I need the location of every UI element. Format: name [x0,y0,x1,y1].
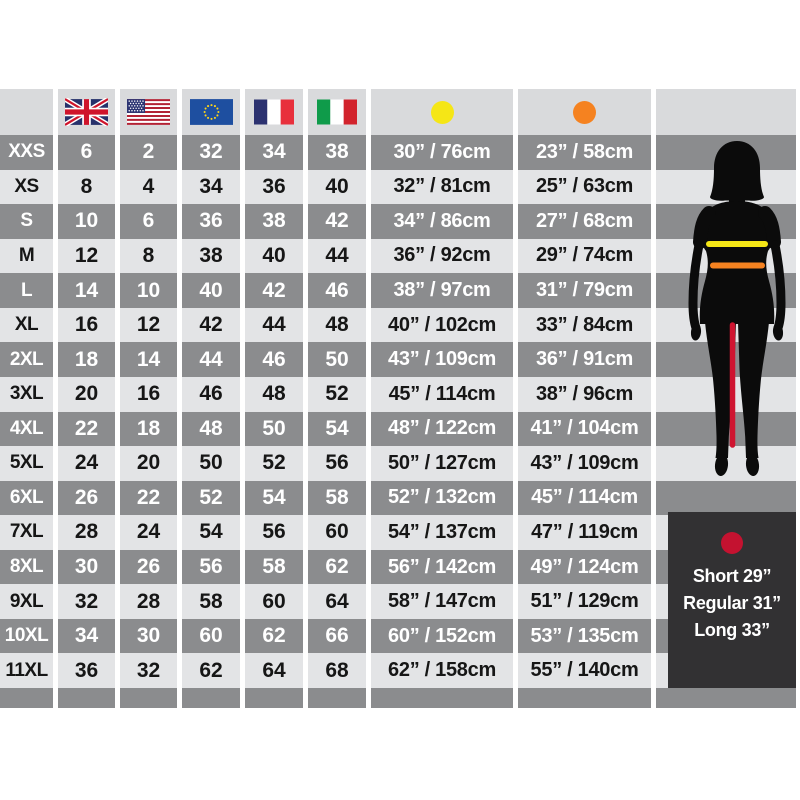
cell-uk-xs: 8 [58,170,115,205]
cell-us-11xl: 32 [120,653,177,688]
column-uk [58,89,115,708]
column-us [120,89,177,708]
cell-uk-xl: 16 [58,308,115,343]
cell-uk-2xl: 18 [58,342,115,377]
cell-fr-m: 40 [245,239,303,274]
header-us [120,89,177,135]
header-uk [58,89,115,135]
cell-chest-5xl: 50” / 127cm [371,446,513,481]
cell-size-xs: XS [0,170,53,205]
cell-uk-s: 10 [58,204,115,239]
eu-flag-icon [190,98,233,126]
header-waist [518,89,651,135]
cell-eu-4xl: 48 [182,412,240,447]
cell-it-s: 42 [308,204,366,239]
cell-chest-6xl: 52” / 132cm [371,481,513,516]
cell-it-7xl: 60 [308,515,366,550]
cell-size-3xl: 3XL [0,377,53,412]
cell-it-5xl: 56 [308,446,366,481]
cell-waist-11xl: 55” / 140cm [518,653,651,688]
cell-figure-6xl [656,481,796,516]
cell-uk-5xl: 24 [58,446,115,481]
column-size [0,89,53,708]
legend-long: Long 33” [694,620,770,640]
cell-fr-xl: 44 [245,308,303,343]
cell-chest-11xl: 62” / 158cm [371,653,513,688]
cell-us-3xl: 16 [120,377,177,412]
cell-eu-m: 38 [182,239,240,274]
cell-fr-11xl: 64 [245,653,303,688]
cell-fr-2xl: 46 [245,342,303,377]
cell-size-xl: XL [0,308,53,343]
cell-it-2xl: 50 [308,342,366,377]
column-fr [245,89,303,708]
cell-fr-10xl: 62 [245,619,303,654]
cell-eu-xl: 42 [182,308,240,343]
bottom-stripe [182,688,240,708]
cell-chest-7xl: 54” / 137cm [371,515,513,550]
cell-us-8xl: 26 [120,550,177,585]
cell-eu-6xl: 52 [182,481,240,516]
cell-waist-3xl: 38” / 96cm [518,377,651,412]
cell-size-2xl: 2XL [0,342,53,377]
cell-waist-m: 29” / 74cm [518,239,651,274]
cell-waist-9xl: 51” / 129cm [518,584,651,619]
cell-us-m: 8 [120,239,177,274]
column-chest [371,89,513,708]
cell-us-9xl: 28 [120,584,177,619]
cell-size-10xl: 10XL [0,619,53,654]
cell-waist-xs: 25” / 63cm [518,170,651,205]
cell-it-6xl: 58 [308,481,366,516]
cell-size-xxs: XXS [0,135,53,170]
bottom-stripe [120,688,177,708]
cell-us-l: 10 [120,273,177,308]
header-fr [245,89,303,135]
cell-eu-10xl: 60 [182,619,240,654]
cell-us-xl: 12 [120,308,177,343]
cell-uk-9xl: 32 [58,584,115,619]
measurement-figure [657,133,797,483]
bottom-stripe [245,688,303,708]
uk-flag-icon [65,98,108,126]
header-it [308,89,366,135]
bottom-stripe [308,688,366,708]
cell-chest-3xl: 45” / 114cm [371,377,513,412]
cell-us-5xl: 20 [120,446,177,481]
cell-size-s: S [0,204,53,239]
cell-waist-6xl: 45” / 114cm [518,481,651,516]
cell-it-10xl: 66 [308,619,366,654]
cell-it-xs: 40 [308,170,366,205]
cell-chest-8xl: 56” / 142cm [371,550,513,585]
cell-waist-2xl: 36” / 91cm [518,342,651,377]
cell-chest-xl: 40” / 102cm [371,308,513,343]
cell-waist-xl: 33” / 84cm [518,308,651,343]
cell-us-7xl: 24 [120,515,177,550]
cell-chest-xs: 32” / 81cm [371,170,513,205]
cell-chest-4xl: 48” / 122cm [371,412,513,447]
cell-waist-8xl: 49” / 124cm [518,550,651,585]
cell-waist-10xl: 53” / 135cm [518,619,651,654]
cell-size-7xl: 7XL [0,515,53,550]
cell-waist-l: 31” / 79cm [518,273,651,308]
cell-waist-4xl: 41” / 104cm [518,412,651,447]
cell-waist-7xl: 47” / 119cm [518,515,651,550]
cell-it-l: 46 [308,273,366,308]
cell-us-xxs: 2 [120,135,177,170]
cell-fr-8xl: 58 [245,550,303,585]
cell-fr-5xl: 52 [245,446,303,481]
cell-fr-7xl: 56 [245,515,303,550]
header-eu [182,89,240,135]
cell-it-xl: 48 [308,308,366,343]
cell-eu-s: 36 [182,204,240,239]
inseam-legend [668,512,796,688]
cell-fr-xs: 36 [245,170,303,205]
column-waist [518,89,651,708]
cell-fr-9xl: 60 [245,584,303,619]
cell-chest-xxs: 30” / 76cm [371,135,513,170]
cell-eu-5xl: 50 [182,446,240,481]
header-chest [371,89,513,135]
cell-size-6xl: 6XL [0,481,53,516]
cell-it-3xl: 52 [308,377,366,412]
bottom-stripe [656,688,796,708]
cell-eu-11xl: 62 [182,653,240,688]
bottom-stripe [0,688,53,708]
cell-eu-8xl: 56 [182,550,240,585]
cell-eu-l: 40 [182,273,240,308]
us-flag-icon [127,98,170,126]
cell-uk-6xl: 26 [58,481,115,516]
cell-chest-10xl: 60” / 152cm [371,619,513,654]
cell-chest-9xl: 58” / 147cm [371,584,513,619]
cell-uk-3xl: 20 [58,377,115,412]
cell-us-10xl: 30 [120,619,177,654]
cell-chest-2xl: 43” / 109cm [371,342,513,377]
cell-fr-4xl: 50 [245,412,303,447]
bottom-stripe [371,688,513,708]
cell-us-6xl: 22 [120,481,177,516]
cell-fr-xxs: 34 [245,135,303,170]
cell-uk-4xl: 22 [58,412,115,447]
cell-it-4xl: 54 [308,412,366,447]
cell-size-4xl: 4XL [0,412,53,447]
header-figure [656,89,796,135]
cell-us-2xl: 14 [120,342,177,377]
cell-waist-s: 27” / 68cm [518,204,651,239]
cell-eu-xs: 34 [182,170,240,205]
cell-size-5xl: 5XL [0,446,53,481]
legend-regular: Regular 31” [683,593,781,613]
cell-it-m: 44 [308,239,366,274]
cell-size-8xl: 8XL [0,550,53,585]
cell-eu-2xl: 44 [182,342,240,377]
cell-fr-3xl: 48 [245,377,303,412]
cell-waist-xxs: 23” / 58cm [518,135,651,170]
cell-fr-l: 42 [245,273,303,308]
cell-it-11xl: 68 [308,653,366,688]
cell-uk-7xl: 28 [58,515,115,550]
cell-us-xs: 4 [120,170,177,205]
cell-chest-s: 34” / 86cm [371,204,513,239]
cell-uk-xxs: 6 [58,135,115,170]
cell-us-s: 6 [120,204,177,239]
cell-it-9xl: 64 [308,584,366,619]
cell-uk-11xl: 36 [58,653,115,688]
chest-dot-icon [431,101,454,124]
cell-uk-m: 12 [58,239,115,274]
cell-size-l: L [0,273,53,308]
cell-eu-9xl: 58 [182,584,240,619]
legend-short: Short 29” [692,566,772,586]
cell-eu-3xl: 46 [182,377,240,412]
waist-dot-icon [573,101,596,124]
fr-flag-icon [254,98,294,126]
body-silhouette [690,141,784,477]
column-it [308,89,366,708]
bottom-stripe [518,688,651,708]
bottom-stripe [58,688,115,708]
header-size [0,89,53,135]
cell-it-8xl: 62 [308,550,366,585]
cell-fr-6xl: 54 [245,481,303,516]
inseam-dot-icon [721,532,743,554]
cell-it-xxs: 38 [308,135,366,170]
cell-eu-xxs: 32 [182,135,240,170]
column-eu [182,89,240,708]
it-flag-icon [317,98,357,126]
cell-uk-l: 14 [58,273,115,308]
cell-size-11xl: 11XL [0,653,53,688]
cell-chest-l: 38” / 97cm [371,273,513,308]
cell-waist-5xl: 43” / 109cm [518,446,651,481]
cell-eu-7xl: 54 [182,515,240,550]
cell-uk-10xl: 34 [58,619,115,654]
cell-size-9xl: 9XL [0,584,53,619]
cell-fr-s: 38 [245,204,303,239]
cell-size-m: M [0,239,53,274]
cell-us-4xl: 18 [120,412,177,447]
cell-chest-m: 36” / 92cm [371,239,513,274]
cell-uk-8xl: 30 [58,550,115,585]
